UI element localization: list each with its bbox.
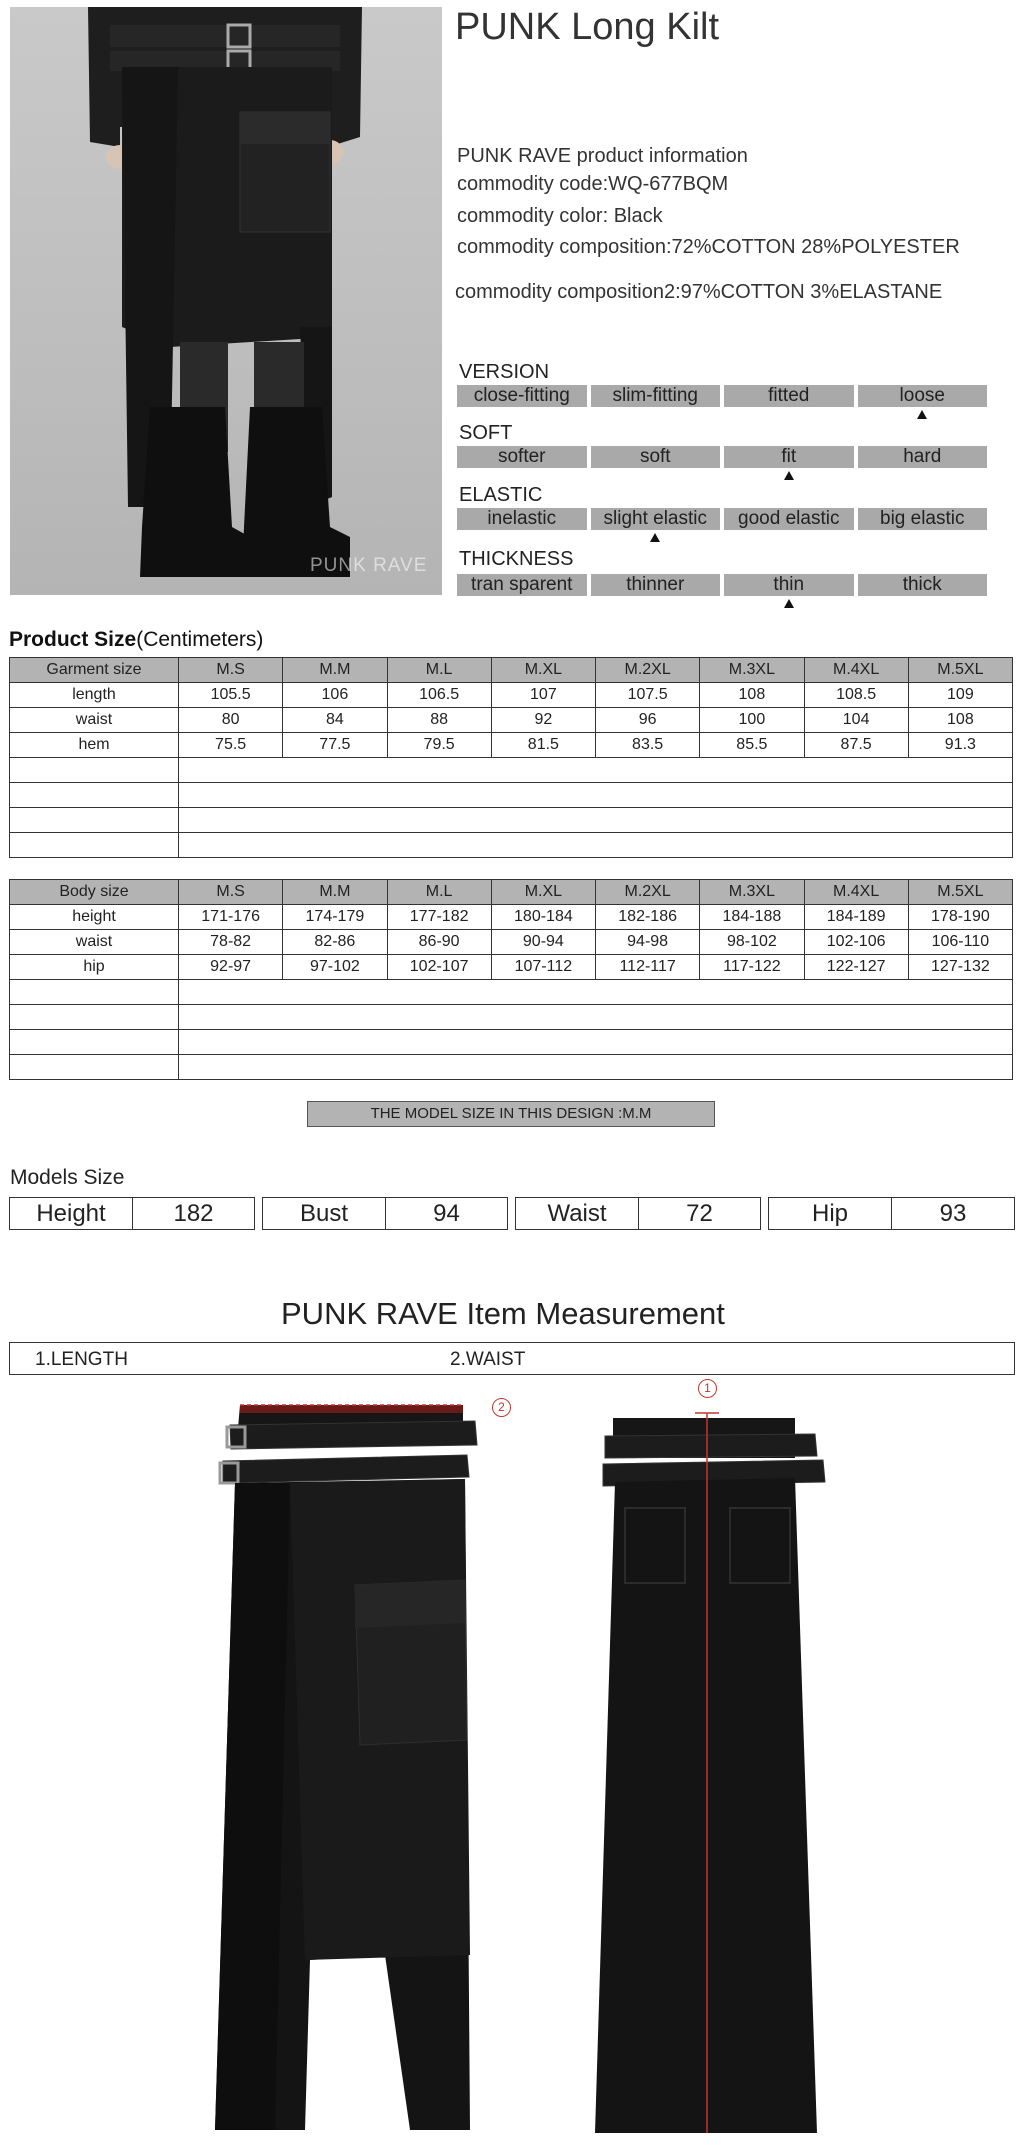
- table-cell: [10, 833, 179, 858]
- table-cell: 107: [491, 683, 595, 708]
- table-header-cell: M.L: [387, 658, 491, 683]
- version-scale: [457, 385, 987, 407]
- product-size-heading: Product Size: [9, 628, 137, 651]
- thickness-option: thick: [858, 574, 988, 596]
- elastic-selected-marker: [650, 533, 660, 542]
- table-cell: height: [10, 905, 179, 930]
- table-cell: 112-117: [596, 955, 700, 980]
- table-cell: 102-106: [804, 930, 908, 955]
- elastic-scale-title: ELASTIC: [459, 484, 543, 506]
- table-cell: 84: [283, 708, 387, 733]
- elastic-option: good elastic: [724, 508, 854, 530]
- table-cell: hem: [10, 733, 179, 758]
- table-cell: 184-188: [700, 905, 804, 930]
- model-bust-box: [262, 1197, 508, 1230]
- table-cell: 106.5: [387, 683, 491, 708]
- table-header-cell: M.3XL: [700, 658, 804, 683]
- table-empty-row: [10, 833, 1013, 858]
- table-cell: 180-184: [491, 905, 595, 930]
- table-cell: 83.5: [596, 733, 700, 758]
- table-header-cell: M.L: [387, 880, 491, 905]
- model-hip-box: [768, 1197, 1015, 1230]
- table-cell: 106-110: [908, 930, 1012, 955]
- table-cell: 90-94: [491, 930, 595, 955]
- table-cell: [10, 980, 179, 1005]
- thickness-selected-marker: [784, 599, 794, 608]
- table-cell: length: [10, 683, 179, 708]
- table-cell: [10, 1005, 179, 1030]
- table-cell: [10, 758, 179, 783]
- table-header-cell: M.4XL: [804, 658, 908, 683]
- soft-scale: [457, 446, 987, 468]
- table-cell: [10, 783, 179, 808]
- table-cell: 78-82: [179, 930, 283, 955]
- kilt-back-illustration: [585, 1378, 835, 2133]
- table-cell: 107-112: [491, 955, 595, 980]
- table-row: [10, 955, 1013, 980]
- model-height-value: 182: [173, 1200, 214, 1227]
- version-scale-title: VERSION: [459, 361, 550, 383]
- version-selected-marker: [917, 410, 927, 419]
- table-cell: 117-122: [700, 955, 804, 980]
- model-waist-label: Waist: [516, 1198, 639, 1229]
- kilt-front-illustration: [195, 1395, 525, 2130]
- model-height-label: Height: [10, 1198, 133, 1229]
- commodity-code: commodity code:WQ-677BQM: [457, 173, 729, 195]
- model-hip-value: 93: [939, 1200, 967, 1227]
- table-cell: 81.5: [491, 733, 595, 758]
- model-hip-label: Hip: [769, 1198, 892, 1229]
- kilt-front-view: [195, 1395, 525, 2130]
- table-header-cell: M.XL: [491, 880, 595, 905]
- table-cell: 88: [387, 708, 491, 733]
- table-header-cell: M.M: [283, 880, 387, 905]
- table-cell: 92: [491, 708, 595, 733]
- model-height-box: [9, 1197, 255, 1230]
- table-cell: [179, 758, 1013, 783]
- thickness-option: tran sparent: [457, 574, 587, 596]
- table-cell: 86-90: [387, 930, 491, 955]
- table-row: [10, 683, 1013, 708]
- table-header-cell: M.2XL: [596, 658, 700, 683]
- table-header-cell: M.2XL: [596, 880, 700, 905]
- table-header-cell: M.S: [179, 658, 283, 683]
- table-header-cell: Body size: [10, 880, 179, 905]
- table-cell: 97-102: [283, 955, 387, 980]
- table-cell: 122-127: [804, 955, 908, 980]
- table-cell: 91.3: [908, 733, 1012, 758]
- table-row: [10, 733, 1013, 758]
- table-cell: 182-186: [596, 905, 700, 930]
- table-header-cell: M.5XL: [908, 658, 1012, 683]
- table-empty-row: [10, 1030, 1013, 1055]
- table-cell: 184-189: [804, 905, 908, 930]
- commodity-composition-2: commodity composition2:97%COTTON 3%ELASTANE: [455, 281, 943, 303]
- version-option: slim-fitting: [591, 385, 721, 407]
- thickness-option: thin: [724, 574, 854, 596]
- table-cell: 171-176: [179, 905, 283, 930]
- elastic-option: big elastic: [858, 508, 988, 530]
- version-option: fitted: [724, 385, 854, 407]
- table-header-cell: M.XL: [491, 658, 595, 683]
- measurement-length-label: 1.LENGTH: [35, 1349, 128, 1370]
- table-cell: 98-102: [700, 930, 804, 955]
- table-empty-row: [10, 1055, 1013, 1080]
- table-cell: 106: [283, 683, 387, 708]
- thickness-option: thinner: [591, 574, 721, 596]
- models-size-title: Models Size: [10, 1166, 125, 1189]
- soft-scale-title: SOFT: [459, 422, 513, 444]
- table-cell: 177-182: [387, 905, 491, 930]
- table-cell: 178-190: [908, 905, 1012, 930]
- product-size-unit: (Centimeters): [136, 628, 264, 651]
- table-cell: [179, 833, 1013, 858]
- table-cell: [10, 1055, 179, 1080]
- table-cell: 105.5: [179, 683, 283, 708]
- measurement-waist-label: 2.WAIST: [450, 1349, 526, 1370]
- table-header-cell: M.3XL: [700, 880, 804, 905]
- product-photo: [10, 7, 442, 595]
- table-empty-row: [10, 980, 1013, 1005]
- table-header-cell: M.M: [283, 658, 387, 683]
- table-empty-row: [10, 808, 1013, 833]
- table-cell: 79.5: [387, 733, 491, 758]
- table-cell: [179, 1030, 1013, 1055]
- model-size-note: THE MODEL SIZE IN THIS DESIGN :M.M: [307, 1101, 715, 1127]
- table-cell: 75.5: [179, 733, 283, 758]
- table-header-row: [10, 658, 1013, 683]
- elastic-option: inelastic: [457, 508, 587, 530]
- table-cell: 82-86: [283, 930, 387, 955]
- table-cell: [10, 808, 179, 833]
- product-size-table: [9, 657, 1013, 858]
- table-header-row: [10, 880, 1013, 905]
- table-row: [10, 905, 1013, 930]
- table-cell: 77.5: [283, 733, 387, 758]
- soft-option: hard: [858, 446, 988, 468]
- model-waist-box: [515, 1197, 761, 1230]
- table-cell: 109: [908, 683, 1012, 708]
- product-title: PUNK Long Kilt: [455, 6, 720, 48]
- product-size-title: [9, 628, 263, 652]
- table-cell: [179, 980, 1013, 1005]
- kilt-back-view: [585, 1378, 835, 2133]
- table-cell: 92-97: [179, 955, 283, 980]
- table-cell: hip: [10, 955, 179, 980]
- measurement-marker-2: 2: [492, 1398, 511, 1417]
- table-cell: [10, 1030, 179, 1055]
- table-cell: 102-107: [387, 955, 491, 980]
- table-cell: [179, 783, 1013, 808]
- table-cell: waist: [10, 930, 179, 955]
- table-cell: [179, 1005, 1013, 1030]
- table-cell: 100: [700, 708, 804, 733]
- table-empty-row: [10, 758, 1013, 783]
- commodity-color: commodity color: Black: [457, 205, 663, 227]
- version-option: loose: [858, 385, 988, 407]
- table-cell: 107.5: [596, 683, 700, 708]
- brand-info: PUNK RAVE product information: [457, 145, 748, 167]
- table-cell: 108.5: [804, 683, 908, 708]
- thickness-scale-title: THICKNESS: [459, 548, 574, 570]
- elastic-option: slight elastic: [591, 508, 721, 530]
- soft-selected-marker: [784, 471, 794, 480]
- table-header-cell: M.4XL: [804, 880, 908, 905]
- model-waist-value: 72: [686, 1200, 713, 1227]
- thickness-scale: [457, 574, 987, 596]
- table-empty-row: [10, 1005, 1013, 1030]
- model-photo-illustration: [10, 7, 442, 595]
- table-cell: 174-179: [283, 905, 387, 930]
- soft-option: fit: [724, 446, 854, 468]
- table-cell: [179, 1055, 1013, 1080]
- table-header-cell: M.S: [179, 880, 283, 905]
- photo-watermark: PUNK RAVE: [310, 555, 428, 576]
- table-header-cell: Garment size: [10, 658, 179, 683]
- measurement-title: PUNK RAVE Item Measurement: [281, 1296, 725, 1331]
- table-cell: 96: [596, 708, 700, 733]
- table-row: [10, 708, 1013, 733]
- table-cell: 104: [804, 708, 908, 733]
- table-row: [10, 930, 1013, 955]
- elastic-scale: [457, 508, 987, 530]
- measurement-marker-1: 1: [698, 1379, 717, 1398]
- soft-option: softer: [457, 446, 587, 468]
- table-cell: waist: [10, 708, 179, 733]
- model-bust-value: 94: [433, 1200, 460, 1227]
- soft-option: soft: [591, 446, 721, 468]
- table-cell: 108: [908, 708, 1012, 733]
- table-header-cell: M.5XL: [908, 880, 1012, 905]
- model-bust-label: Bust: [263, 1198, 386, 1229]
- table-cell: 108: [700, 683, 804, 708]
- table-cell: 80: [179, 708, 283, 733]
- commodity-composition: commodity composition:72%COTTON 28%POLYESTER: [457, 236, 960, 258]
- table-cell: 94-98: [596, 930, 700, 955]
- measurement-legend: [9, 1342, 1015, 1375]
- table-cell: 127-132: [908, 955, 1012, 980]
- table-cell: [179, 808, 1013, 833]
- table-cell: 85.5: [700, 733, 804, 758]
- table-empty-row: [10, 783, 1013, 808]
- body-size-table: [9, 879, 1013, 1080]
- version-option: close-fitting: [457, 385, 587, 407]
- table-cell: 87.5: [804, 733, 908, 758]
